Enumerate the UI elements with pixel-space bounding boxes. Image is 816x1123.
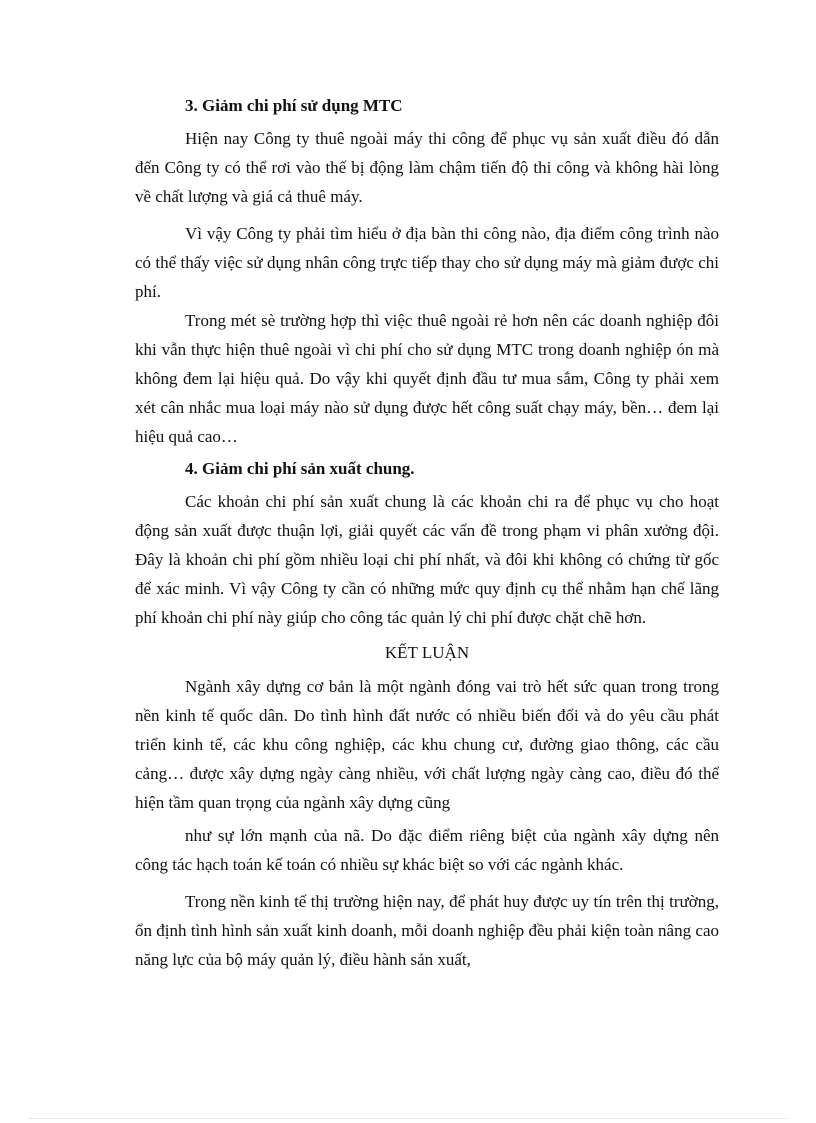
conclusion-paragraph-1: Ngành xây dựng cơ bản là một ngành đóng vai trò hết sức quan trong trong nền kinh tế quốc dân. Do tình hình đất nước có nhiều biến đổi và do yêu cầu phát triển kinh tế, các khu công nghiệp, các khu chung cư, đường giao thông, các cầu cảng… được xây dựng ngày càng nhiều, với chất lượng ngày càng cao, điều đó thể hiện tầm quan trọng của ngành xây dựng cũng (135, 677, 719, 812)
conclusion-paragraph-2: như sự lớn mạnh của nã. Do đặc điểm riêng biệt của ngành xây dựng nên công tác hạch toán kế toán có nhiều sự khác biệt so với các ngành khác. (135, 826, 719, 874)
conclusion-title: KẾT LUẬN (384, 643, 470, 662)
section-3-heading: 3. Giảm chi phí sử dụng MTC (185, 96, 403, 115)
conclusion-paragraph-3: Trong nền kinh tế thị trường hiện nay, để phát huy được uy tín trên thị trường, ổn định tình hình sản xuất kinh doanh, mỗi doanh nghiệp đều phải kiện toàn nâng cao năng lực của bộ máy quản lý, điều hành sản xuất, (135, 892, 719, 969)
page-bottom-divider (28, 1118, 788, 1119)
section-3-paragraph-3: Trong mét sè trường hợp thì việc thuê ngoài rẻ hơn nên các doanh nghiệp đôi khi vẫn thực hiện thuê ngoài vì chi phí cho sử dụng MTC trong doanh nghiệp ón mà không đem lại hiệu quả. Do vậy khi quyết định đầu tư mua sắm, Công ty phải xem xét cân nhắc mua loại máy nào sử dụng được hết công suất chạy máy, bền… đem lại hiệu quả cao… (135, 311, 719, 446)
section-3-paragraph-2: Vì vậy Công ty phải tìm hiểu ở địa bàn thi công nào, địa điểm công trình nào có thể thấy việc sử dụng nhân công trực tiếp thay cho sử dụng máy mà giảm được chi phí. (135, 224, 719, 301)
section-3-paragraph-1: Hiện nay Công ty thuê ngoài máy thi công để phục vụ sản xuất điều đó dẫn đến Công ty có thể rơi vào thế bị động làm chậm tiến độ thi công và không hài lòng về chất lượng và giá cả thuê máy. (135, 129, 719, 206)
document-page (135, 96, 719, 974)
section-4-paragraph-1: Các khoản chi phí sản xuất chung là các khoản chi ra để phục vụ cho hoạt động sản xuất được thuận lợi, giải quyết các vấn đề trong phạm vi phân xưởng đội. Đây là khoản chi phí gồm nhiều loại chi phí nhất, và đôi khi không có chứng từ gốc để xác minh. Vì vậy Công ty cần có những mức quy định cụ thể nhằm hạn chế lãng phí khoản chi phí này giúp cho công tác quản lý chi phí được chặt chẽ hơn. (135, 492, 719, 627)
section-4-heading: 4. Giảm chi phí sản xuất chung. (185, 459, 415, 478)
